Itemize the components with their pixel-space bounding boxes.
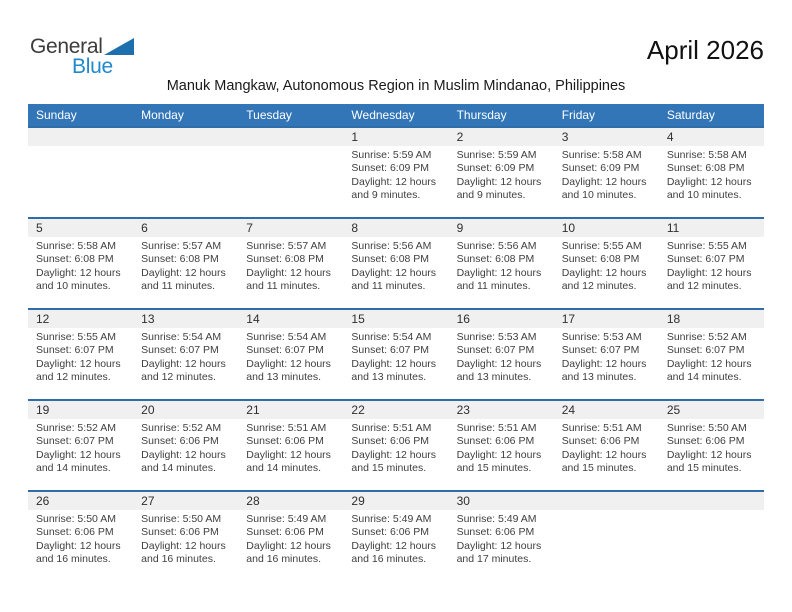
day-cell-19	[28, 401, 133, 490]
day-number: 20	[133, 401, 238, 419]
day-cell-7	[238, 219, 343, 308]
sunset-text: Sunset: 6:08 PM	[246, 253, 324, 266]
sunset-text: Sunset: 6:06 PM	[246, 435, 324, 448]
day-details	[238, 419, 343, 476]
day-details	[238, 328, 343, 385]
weekday-header-saturday: Saturday	[666, 108, 715, 122]
day-details	[659, 419, 764, 476]
day-details	[659, 328, 764, 385]
day-cell-18	[659, 310, 764, 399]
daylight-text: Daylight: 12 hours and 12 minutes.	[141, 357, 226, 384]
day-cell-4	[659, 128, 764, 217]
day-details	[133, 510, 238, 567]
sunset-text: Sunset: 6:07 PM	[666, 253, 745, 266]
day-number: 13	[133, 310, 238, 328]
sunrise-text: Sunrise: 5:50 AM	[36, 513, 116, 525]
daylight-text: Daylight: 12 hours and 11 minutes.	[141, 266, 226, 293]
day-cell-3	[554, 128, 659, 217]
sunset-text: Sunset: 6:07 PM	[456, 344, 535, 357]
sunrise-text: Sunrise: 5:53 AM	[561, 331, 642, 343]
sunset-text: Sunset: 6:08 PM	[36, 253, 114, 266]
day-number: 25	[659, 401, 764, 419]
day-details	[133, 419, 238, 476]
weekday-header-sunday: Sunday	[36, 108, 77, 122]
daylight-text: Daylight: 12 hours and 11 minutes.	[246, 266, 331, 293]
day-cell-14	[238, 310, 343, 399]
day-number: 8	[343, 219, 448, 237]
logo-text-general: General	[30, 35, 103, 58]
day-number: 30	[449, 492, 554, 510]
sunrise-text: Sunrise: 5:51 AM	[246, 422, 327, 434]
sunset-text: Sunset: 6:08 PM	[351, 253, 430, 266]
day-number: 12	[28, 310, 133, 328]
day-cell-17	[554, 310, 659, 399]
location-subtitle: Manuk Mangkaw, Autonomous Region in Muslim Mindanao, Philippines	[166, 78, 626, 94]
day-number: 15	[343, 310, 448, 328]
day-details	[659, 237, 764, 294]
day-number: 9	[449, 219, 554, 237]
sunset-text: Sunset: 6:06 PM	[351, 526, 430, 539]
weekday-header-thursday: Thursday	[456, 108, 507, 122]
day-number: 2	[449, 128, 554, 146]
daylight-text: Daylight: 12 hours and 11 minutes.	[456, 266, 542, 293]
day-number: 3	[554, 128, 659, 146]
daylight-text: Daylight: 12 hours and 13 minutes.	[246, 357, 331, 384]
empty-day-number-band	[133, 128, 238, 146]
day-cell-6	[133, 219, 238, 308]
sunset-text: Sunset: 6:07 PM	[141, 344, 219, 357]
sunrise-text: Sunrise: 5:57 AM	[246, 240, 327, 252]
day-cell-20	[133, 401, 238, 490]
day-details	[238, 510, 343, 567]
day-details	[449, 419, 554, 476]
sunrise-text: Sunrise: 5:50 AM	[141, 513, 222, 525]
day-details	[659, 146, 764, 203]
day-details	[133, 237, 238, 294]
day-details	[343, 328, 448, 385]
day-details	[449, 237, 554, 294]
daylight-text: Daylight: 12 hours and 10 minutes.	[36, 266, 121, 293]
sunrise-text: Sunrise: 5:51 AM	[351, 422, 432, 434]
sunrise-text: Sunrise: 5:52 AM	[141, 422, 222, 434]
daylight-text: Daylight: 12 hours and 12 minutes.	[666, 266, 752, 293]
daylight-text: Daylight: 12 hours and 9 minutes.	[456, 175, 542, 202]
daylight-text: Daylight: 12 hours and 13 minutes.	[456, 357, 542, 384]
month-title: April 2026	[646, 35, 764, 65]
day-cell-30	[449, 492, 554, 581]
sunrise-text: Sunrise: 5:56 AM	[351, 240, 432, 252]
empty-day-number-band	[554, 492, 659, 510]
sunset-text: Sunset: 6:07 PM	[561, 344, 640, 357]
empty-day-number-band	[238, 128, 343, 146]
empty-day-cell	[554, 492, 659, 581]
sunrise-text: Sunrise: 5:55 AM	[36, 331, 116, 343]
day-cell-15	[343, 310, 448, 399]
sunset-text: Sunset: 6:06 PM	[561, 435, 640, 448]
sunset-text: Sunset: 6:07 PM	[246, 344, 324, 357]
day-cell-25	[659, 401, 764, 490]
sunset-text: Sunset: 6:09 PM	[351, 162, 430, 175]
sunrise-text: Sunrise: 5:56 AM	[456, 240, 537, 252]
day-number: 5	[28, 219, 133, 237]
day-cell-16	[449, 310, 554, 399]
day-cell-23	[449, 401, 554, 490]
sunrise-text: Sunrise: 5:54 AM	[141, 331, 222, 343]
empty-day-cell	[238, 128, 343, 217]
sunset-text: Sunset: 6:07 PM	[351, 344, 430, 357]
sunrise-text: Sunrise: 5:49 AM	[246, 513, 327, 525]
daylight-text: Daylight: 12 hours and 11 minutes.	[351, 266, 437, 293]
sunrise-text: Sunrise: 5:58 AM	[36, 240, 116, 252]
sunset-text: Sunset: 6:08 PM	[141, 253, 219, 266]
sunset-text: Sunset: 6:06 PM	[141, 526, 219, 539]
day-number: 17	[554, 310, 659, 328]
general-blue-logo	[30, 36, 134, 76]
sunset-text: Sunset: 6:09 PM	[456, 162, 535, 175]
day-cell-22	[343, 401, 448, 490]
day-details	[343, 237, 448, 294]
sunset-text: Sunset: 6:07 PM	[36, 344, 114, 357]
sunrise-text: Sunrise: 5:59 AM	[456, 149, 537, 161]
day-number: 10	[554, 219, 659, 237]
sunset-text: Sunset: 6:06 PM	[456, 435, 535, 448]
day-cell-24	[554, 401, 659, 490]
day-cell-21	[238, 401, 343, 490]
calendar-table	[28, 104, 764, 581]
day-cell-11	[659, 219, 764, 308]
sunset-text: Sunset: 6:06 PM	[246, 526, 324, 539]
day-number: 27	[133, 492, 238, 510]
day-number: 26	[28, 492, 133, 510]
sunset-text: Sunset: 6:08 PM	[666, 162, 745, 175]
day-number: 28	[238, 492, 343, 510]
day-number: 14	[238, 310, 343, 328]
sunrise-text: Sunrise: 5:50 AM	[666, 422, 747, 434]
day-number: 23	[449, 401, 554, 419]
week-row-3	[28, 308, 764, 399]
sunset-text: Sunset: 6:06 PM	[666, 435, 745, 448]
day-details	[28, 328, 133, 385]
day-number: 18	[659, 310, 764, 328]
day-details	[343, 419, 448, 476]
daylight-text: Daylight: 12 hours and 13 minutes.	[561, 357, 647, 384]
sunset-text: Sunset: 6:07 PM	[36, 435, 114, 448]
sunrise-text: Sunrise: 5:54 AM	[351, 331, 432, 343]
daylight-text: Daylight: 12 hours and 16 minutes.	[246, 539, 331, 566]
day-number: 21	[238, 401, 343, 419]
sunset-text: Sunset: 6:08 PM	[456, 253, 535, 266]
day-cell-26	[28, 492, 133, 581]
day-cell-1	[343, 128, 448, 217]
day-cell-28	[238, 492, 343, 581]
day-details	[28, 510, 133, 567]
sunrise-text: Sunrise: 5:55 AM	[666, 240, 747, 252]
day-cell-10	[554, 219, 659, 308]
day-number: 19	[28, 401, 133, 419]
daylight-text: Daylight: 12 hours and 15 minutes.	[456, 448, 542, 475]
empty-day-cell	[133, 128, 238, 217]
week-row-2	[28, 217, 764, 308]
sunrise-text: Sunrise: 5:51 AM	[561, 422, 642, 434]
day-number: 24	[554, 401, 659, 419]
sunrise-text: Sunrise: 5:59 AM	[351, 149, 432, 161]
weekday-header-friday: Friday	[561, 108, 596, 122]
daylight-text: Daylight: 12 hours and 16 minutes.	[141, 539, 226, 566]
week-row-5	[28, 490, 764, 581]
daylight-text: Daylight: 12 hours and 15 minutes.	[351, 448, 437, 475]
sunset-text: Sunset: 6:06 PM	[351, 435, 430, 448]
sunrise-text: Sunrise: 5:54 AM	[246, 331, 327, 343]
daylight-text: Daylight: 12 hours and 14 minutes.	[246, 448, 331, 475]
logo-text-blue: Blue	[72, 55, 113, 78]
day-details	[449, 510, 554, 567]
day-number: 7	[238, 219, 343, 237]
day-number: 1	[343, 128, 448, 146]
day-cell-5	[28, 219, 133, 308]
day-details	[343, 146, 448, 203]
sunset-text: Sunset: 6:06 PM	[36, 526, 114, 539]
day-number: 6	[133, 219, 238, 237]
day-cell-9	[449, 219, 554, 308]
calendar-body	[28, 126, 764, 581]
daylight-text: Daylight: 12 hours and 15 minutes.	[666, 448, 752, 475]
empty-day-cell	[28, 128, 133, 217]
day-details	[28, 419, 133, 476]
sunset-text: Sunset: 6:07 PM	[666, 344, 745, 357]
daylight-text: Daylight: 12 hours and 10 minutes.	[561, 175, 647, 202]
day-details	[554, 237, 659, 294]
day-number: 4	[659, 128, 764, 146]
daylight-text: Daylight: 12 hours and 14 minutes.	[141, 448, 226, 475]
sunset-text: Sunset: 6:09 PM	[561, 162, 640, 175]
sunset-text: Sunset: 6:06 PM	[141, 435, 219, 448]
daylight-text: Daylight: 12 hours and 17 minutes.	[456, 539, 542, 566]
day-number: 11	[659, 219, 764, 237]
sunrise-text: Sunrise: 5:49 AM	[456, 513, 537, 525]
sunset-text: Sunset: 6:08 PM	[561, 253, 640, 266]
weekday-header-row	[28, 104, 764, 126]
day-cell-2	[449, 128, 554, 217]
day-cell-13	[133, 310, 238, 399]
day-details	[28, 237, 133, 294]
day-details	[554, 419, 659, 476]
sunrise-text: Sunrise: 5:53 AM	[456, 331, 537, 343]
day-cell-27	[133, 492, 238, 581]
day-number: 22	[343, 401, 448, 419]
sunrise-text: Sunrise: 5:55 AM	[561, 240, 642, 252]
sunrise-text: Sunrise: 5:58 AM	[561, 149, 642, 161]
day-number: 16	[449, 310, 554, 328]
week-row-1	[28, 126, 764, 217]
sunset-text: Sunset: 6:06 PM	[456, 526, 535, 539]
daylight-text: Daylight: 12 hours and 14 minutes.	[666, 357, 752, 384]
sunrise-text: Sunrise: 5:51 AM	[456, 422, 537, 434]
day-number: 29	[343, 492, 448, 510]
daylight-text: Daylight: 12 hours and 12 minutes.	[561, 266, 647, 293]
daylight-text: Daylight: 12 hours and 15 minutes.	[561, 448, 647, 475]
daylight-text: Daylight: 12 hours and 13 minutes.	[351, 357, 437, 384]
day-cell-29	[343, 492, 448, 581]
sunrise-text: Sunrise: 5:52 AM	[666, 331, 747, 343]
daylight-text: Daylight: 12 hours and 12 minutes.	[36, 357, 121, 384]
day-cell-8	[343, 219, 448, 308]
weekday-header-tuesday: Tuesday	[246, 108, 292, 122]
sunrise-text: Sunrise: 5:58 AM	[666, 149, 747, 161]
daylight-text: Daylight: 12 hours and 10 minutes.	[666, 175, 752, 202]
day-details	[449, 328, 554, 385]
day-details	[554, 146, 659, 203]
week-row-4	[28, 399, 764, 490]
logo-triangle-icon	[104, 38, 134, 55]
empty-day-cell	[659, 492, 764, 581]
day-details	[449, 146, 554, 203]
day-cell-12	[28, 310, 133, 399]
empty-day-number-band	[659, 492, 764, 510]
day-details	[133, 328, 238, 385]
sunrise-text: Sunrise: 5:49 AM	[351, 513, 432, 525]
day-details	[343, 510, 448, 567]
weekday-header-wednesday: Wednesday	[351, 108, 415, 122]
daylight-text: Daylight: 12 hours and 9 minutes.	[351, 175, 437, 202]
daylight-text: Daylight: 12 hours and 16 minutes.	[351, 539, 437, 566]
day-details	[238, 237, 343, 294]
weekday-header-monday: Monday	[141, 108, 184, 122]
day-details	[554, 328, 659, 385]
daylight-text: Daylight: 12 hours and 16 minutes.	[36, 539, 121, 566]
daylight-text: Daylight: 12 hours and 14 minutes.	[36, 448, 121, 475]
empty-day-number-band	[28, 128, 133, 146]
sunrise-text: Sunrise: 5:52 AM	[36, 422, 116, 434]
sunrise-text: Sunrise: 5:57 AM	[141, 240, 222, 252]
